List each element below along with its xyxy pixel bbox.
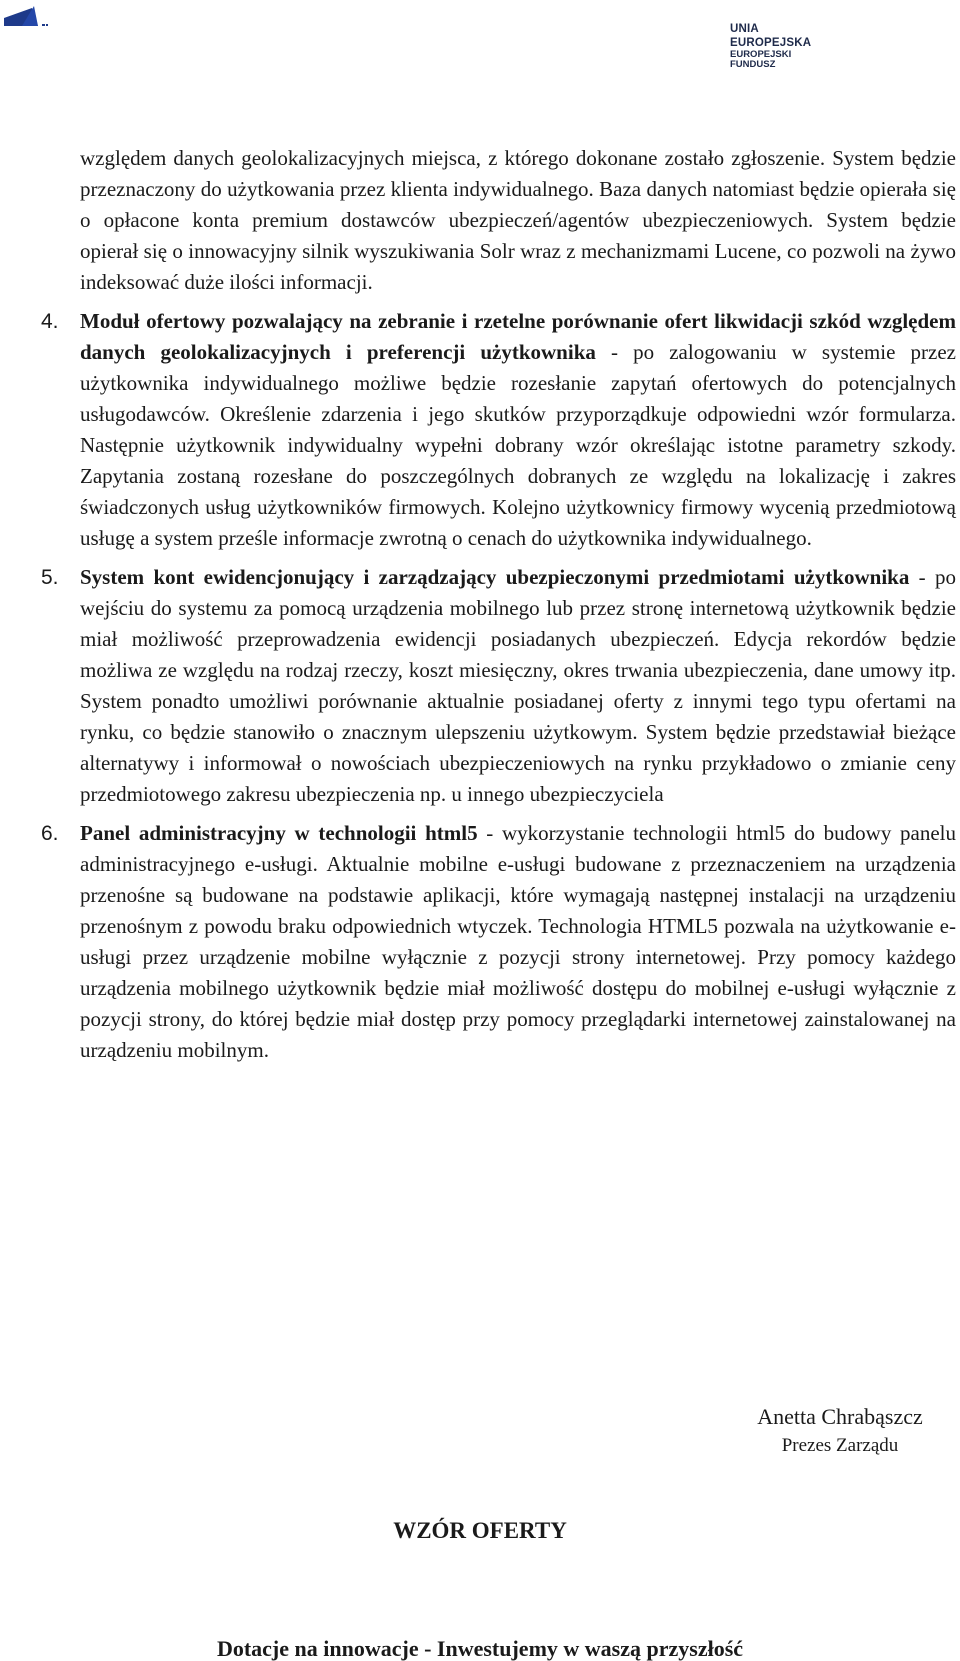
logo-text-line2: EUROPEJSKI FUNDUSZ	[730, 49, 792, 70]
logo-text-line1: UNIA EUROPEJSKA	[730, 23, 812, 49]
list-item-body: - po wejściu do systemu za pomocą urządzenia mobilnego lub przez stronę internetową użytkownik będzie miał możliwość przeprowadzenia ewidencji posiadanych ubezpieczeń. Edycja rekordów będzie możliwa ze względu na rodzaj rzeczy, koszt miesięczny, okres trwania ubezpieczenia, dane umowy itp. System ponadto umożliwi porównanie aktualnie posiadanej oferty z innymi tego typu ofertami na rynku, co będzie stanowiło o znacznym ulepszeniu użytkowym. System będzie przedstawiał bieżące alternatywy i informował o nowościach ubezpieczeniowych na rynku przykładowo o zmianie ceny przedmiotowego zakresu ubezpieczenia np. u innego ubezpieczyciela	[80, 565, 956, 806]
eu-flag-logo	[730, 22, 830, 70]
page-header	[0, 0, 960, 70]
list-number: 6.	[41, 822, 59, 845]
list-item-title: Panel administracyjny w technologii html5	[80, 821, 478, 845]
list-item-body: - wykorzystanie technologii html5 do budowy panelu administracyjnego e-usługi. Aktualnie mobilne e-usługi budowane z przeznaczeniem na urządzenia przenośne są budowane na podstawie aplikacji, które wymagają następnej instalacji na urządzeniu przenośnym z powodu braku odpowiednich wtyczek. Technologia HTML5 pozwala na użytkowanie e-usługi przez urządzenie mobilne wyłącznie z pozycji strony internetowej. Przy pomocy każdego urządzenia mobilnego użytkownik będzie miał możliwość dostępu do mobilnej e-usługi wyłącznie z pozycji strony, do której będzie miał dostęp przy pomocy przeglądarki internetowej zainstalowanej na urządzeniu mobilnym.	[80, 821, 956, 1062]
list-item-title: Moduł ofertowy pozwalający na zebranie i rzetelne porównanie ofert likwidacji szkód względem danych geolokalizacyjnych i preferencji użytkownika	[80, 309, 956, 364]
list-item-body: - po zalogowaniu w systemie przez użytkownika indywidualnego możliwe będzie rozesłanie zapytań ofertowych do potencjalnych usługodawców. Określenie zdarzenia i jego skutków przyporządkuje odpowiedni wzór formularza. Następnie użytkownik indywidualny wypełni dobrany wzór określając istotne parametry szkody. Zapytania zostaną rozesłane do poszczególnych dobranych ze względu na lokalizację i zakres świadczonych usług użytkowników firmowych. Kolejno użytkownicy firmowy wycenią przedmiotową usługę a system prześle informacje zwrotną o cenach do użytkownika indywidualnego.	[80, 340, 956, 550]
list-item-6	[41, 818, 956, 1066]
document-body	[41, 143, 956, 1066]
signature-block	[720, 1402, 960, 1460]
list-number: 4.	[41, 310, 59, 333]
signatory-name: Anetta Chrabąszcz	[757, 1404, 923, 1429]
section-heading: WZÓR OFERTY	[393, 1518, 567, 1543]
list-item-5	[41, 562, 956, 810]
signatory-role: Prezes Zarządu	[781, 1435, 899, 1456]
list-item-4	[41, 306, 956, 554]
intro-paragraph: względem danych geolokalizacyjnych miejsca, z którego dokonane zostało zgłoszenie. System będzie przeznaczony do użytkowania przez klienta indywidualnego. Baza danych natomiast będzie opierała się o opłacone konta premium dostawców ubezpieczeń/agentów ubezpieczeniowych. System będzie opierał się o innowacyjny silnik wyszukiwania Solr wraz z mechanizmami Lucene, co pozwoli na żywo indeksować duże ilości informacji.	[80, 146, 956, 294]
list-item-title: System kont ewidencjonujący i zarządzający ubezpieczonymi przedmiotami użytkownika	[80, 565, 910, 589]
list-number: 5.	[41, 566, 59, 589]
eu-funds-logo-icon	[4, 4, 48, 26]
footer-slogan: Dotacje na innowacje - Inwestujemy w waszą przyszłość	[216, 1636, 744, 1661]
